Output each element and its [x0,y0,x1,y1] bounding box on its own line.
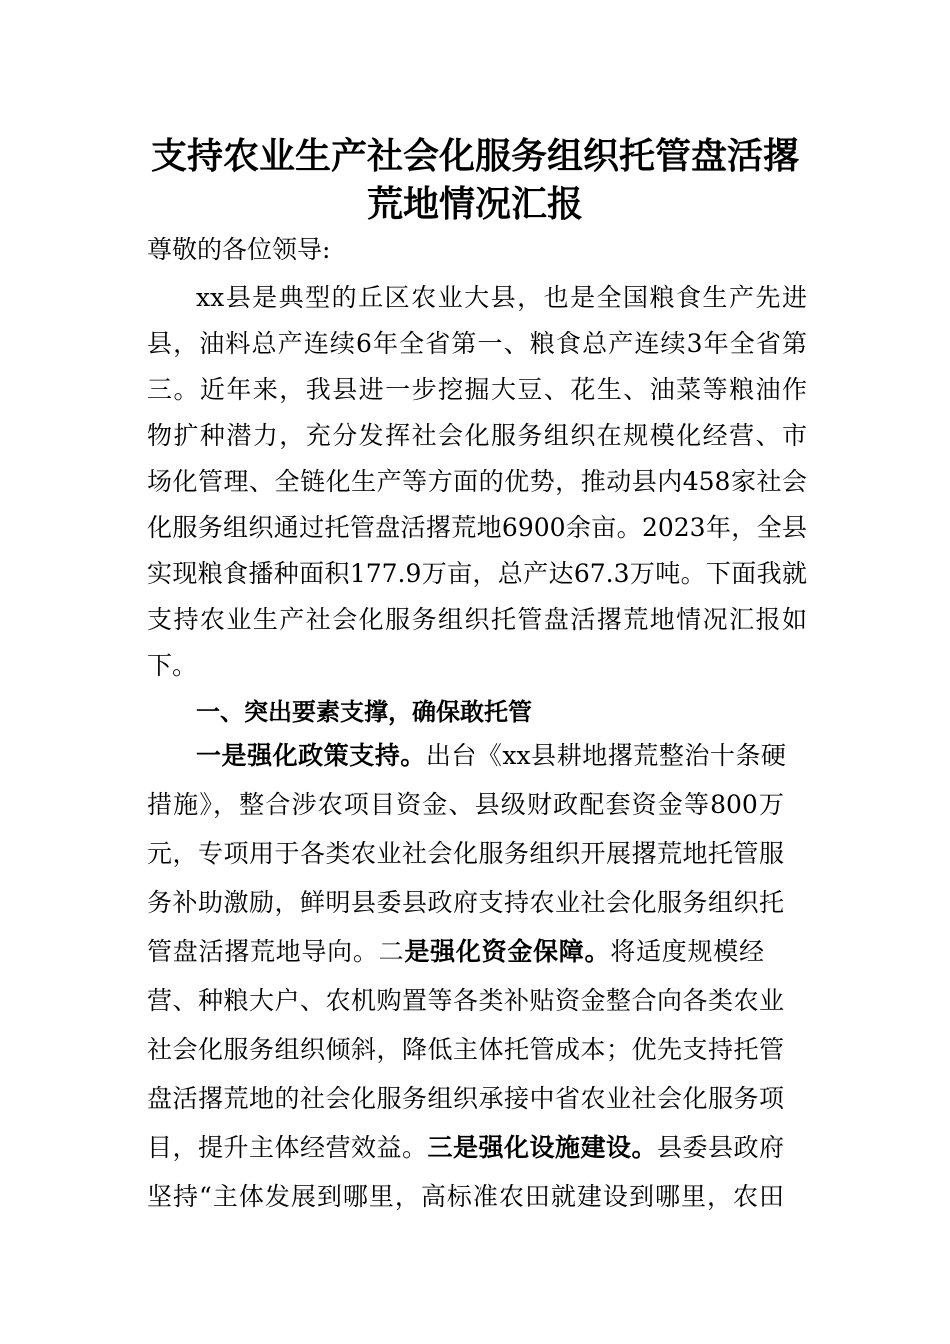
intro-line: 三。近年来，我县进一步挖掘大豆、花生、油菜等粮油作 [147,375,807,404]
section-paragraph-line: 坚持“主体发展到哪里，高标准农田就建设到哪里，农田 [147,1182,784,1211]
point-2-text: 将适度规模经 [610,937,764,966]
point-1-label: 一是强化政策支持。 [196,741,426,770]
section-paragraph-line: 务补助激励，鲜明县委县政府支持农业社会化服务组织托 [147,888,784,917]
point-2-tail: 目，提升主体经营效益。 [147,1133,428,1162]
section-paragraph-line [147,932,764,968]
point-1-tail: 管盘活撂荒地导向。二 [147,937,405,966]
section-paragraph-line [147,1128,784,1164]
intro-line: 县，油料总产连续6年全省第一、粮食总产连续3年全省第 [147,329,807,358]
document-title-line-2: 荒地情况汇报 [366,183,583,225]
section-paragraph-line: 元，专项用于各类农业社会化服务组织开展撂荒地托管服 [147,839,784,868]
intro-line: 实现粮食播种面积177.9万亩，总产达67.3万吨。下面我就 [147,559,807,588]
intro-line: 支持农业生产社会化服务组织托管盘活撂荒地情况汇报如 [147,605,807,634]
point-2-label: 是强化资金保障。 [404,937,611,966]
point-3-label: 三是强化设施建设。 [427,1133,657,1162]
intro-line: xx县是典型的丘区农业大县，也是全国粮食生产先进 [196,283,807,312]
intro-line: 化服务组织通过托管盘活撂荒地6900余亩。2023年，全县 [147,513,807,542]
section-paragraph-line [196,736,786,772]
intro-line: 场化管理、全链化生产等方面的优势，推动县内458家社会 [147,467,807,496]
section-paragraph-line: 营、种粮大户、农机购置等各类补贴资金整合向各类农业 [147,986,784,1015]
section-paragraph-line: 社会化服务组织倾斜，降低主体托管成本；优先支持托管 [147,1035,784,1064]
point-3-text: 县委县政府 [656,1133,784,1162]
intro-line: 下。 [147,651,198,680]
document-title-line-1: 支持农业生产社会化服务组织托管盘活撂 [150,135,799,177]
section-paragraph-line: 盘活撂荒地的社会化服务组织承接中省农业社会化服务项 [147,1084,784,1113]
section-paragraph-line: 措施》，整合涉农项目资金、县级财政配套资金等800万 [147,790,784,819]
intro-line: 物扩种潜力，充分发挥社会化服务组织在规模化经营、市 [147,421,807,450]
salutation: 尊敬的各位领导: [147,235,331,264]
section-heading: 一、突出要素支撑，确保敢托管 [196,698,532,726]
point-1-text: 出台《xx县耕地撂荒整治十条硬 [425,741,786,770]
